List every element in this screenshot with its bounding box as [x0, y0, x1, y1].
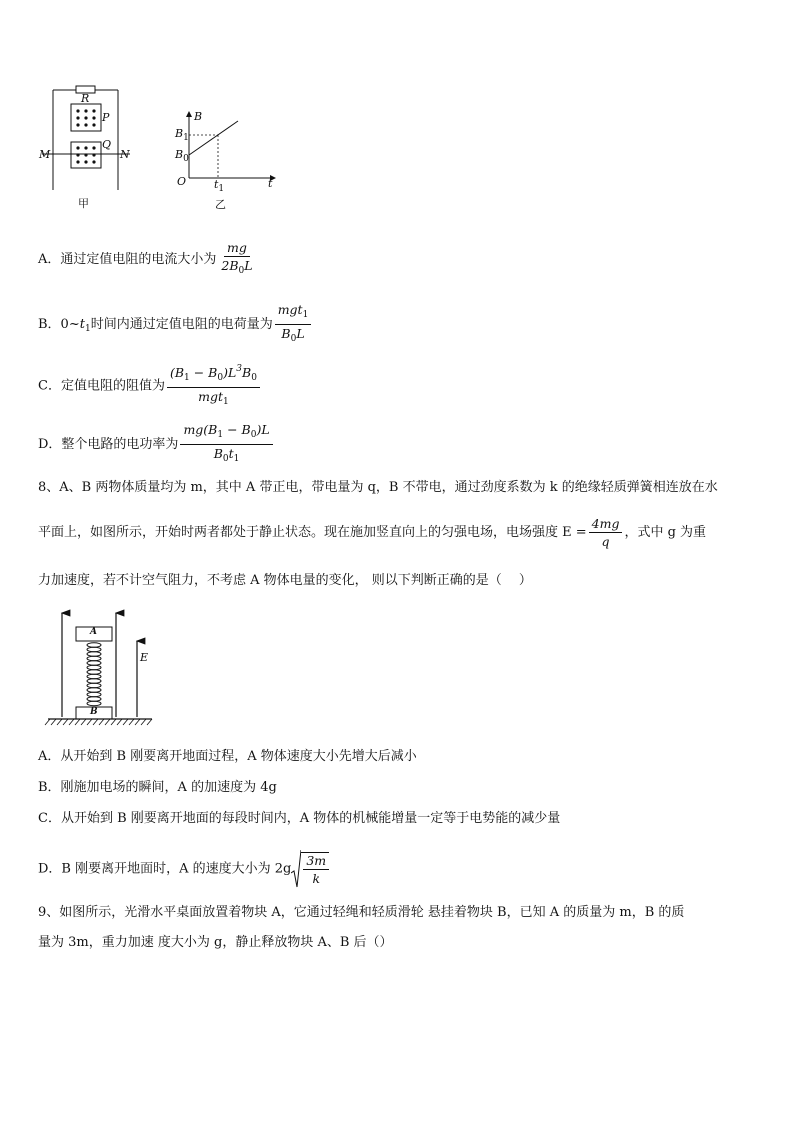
- q8-option-b: B．刚施加电场的瞬间，A 的加速度为 4g: [38, 780, 277, 795]
- label-n: N: [120, 148, 130, 161]
- q7-option-c: C．定值电阻的阻值为 $\frac{(B_1 - B_0)L^3B_0}{mgt_1}$: [38, 362, 262, 410]
- label-b-axis: B: [194, 110, 203, 123]
- label-block-a: A: [90, 627, 97, 637]
- q9-line-1: 9、如图所示，光滑水平桌面放置着物块 A，它通过轻绳和轻质滑轮 悬挂着物块 B，已知 A 的质量为 m，B 的质: [38, 905, 685, 920]
- q8-option-a: A．从开始到 B 刚要离开地面过程，A 物体速度大小先增大后减小: [38, 749, 417, 764]
- q7-option-b-formula: $\frac{mgt_1}{B_0L}$: [275, 302, 312, 347]
- q8-line-2: 平面上，如图所示，开始时两者都处于静止状态。现在施加竖直向上的匀强电场，电场强度 E = $\frac{4mg}{q}$ ，式中 g 为重: [38, 516, 707, 549]
- label-b0: $B_0$: [175, 148, 189, 164]
- q7-option-d: D．整个电路的电功率为 $\frac{mg(B_1 - B_0)L}{B_0t_1}$: [38, 422, 275, 467]
- label-b1: $B_1$: [175, 127, 189, 143]
- q7-option-c-formula: $\frac{(B_1 - B_0)L^3B_0}{mgt_1}$: [167, 362, 260, 410]
- label-t-axis: t: [268, 177, 273, 190]
- figure-jia-circuit: [38, 82, 150, 212]
- b-t-line: [189, 121, 238, 155]
- q7-option-a: A．通过定值电阻的电流大小为 $\frac{mg}{2B_0L}$: [38, 240, 258, 279]
- q7-option-d-formula: $\frac{mg(B_1 - B_0)L}{B_0t_1}$: [180, 422, 272, 467]
- label-t1: $t_1$: [214, 178, 225, 194]
- q8-option-c: C．从开始到 B 刚要离开地面的每段时间内，A 物体的机械能增量一定等于电势能的减少量: [38, 811, 561, 826]
- caption-yi: 乙: [215, 198, 226, 211]
- q8-option-d: D．B 刚要离开地面时，A 的速度大小为 2g $\frac{3m}{k}$: [38, 849, 329, 889]
- label-m: M: [39, 148, 51, 161]
- figure-spring-system: [42, 605, 162, 735]
- label-p: P: [102, 111, 110, 124]
- q7-option-b: B．$0\sim t_1$时间内通过定值电阻的电荷量为 $\frac{mgt_1}{B_0L}$: [38, 302, 313, 347]
- spring: [87, 643, 101, 706]
- label-block-b: B: [90, 707, 98, 717]
- q8-option-d-formula: $\frac{3m}{k}$: [291, 849, 329, 889]
- q9-line-2: 量为 3m，重力加速 度大小为 g，静止释放物块 A、B 后（）: [38, 935, 393, 950]
- label-field-e: E: [140, 651, 149, 664]
- q8-line-3: 力加速度，若不计空气阻力，不考虑 A 物体电量的变化， 则以下判断正确的是（ ）: [38, 573, 532, 588]
- q8-line-1: 8、A、B 两物体质量均为 m，其中 A 带正电，带电量为 q，B 不带电，通过劲度系数为 k 的绝缘轻质弹簧相连放在水: [38, 480, 718, 495]
- label-q: Q: [102, 138, 112, 151]
- q7-option-a-formula: $\frac{mg}{2B_0L}$: [221, 240, 253, 276]
- label-r: R: [81, 92, 90, 105]
- caption-jia: 甲: [78, 197, 89, 210]
- label-origin: O: [177, 175, 187, 188]
- q8-field-formula: $\frac{4mg}{q}$: [589, 516, 623, 549]
